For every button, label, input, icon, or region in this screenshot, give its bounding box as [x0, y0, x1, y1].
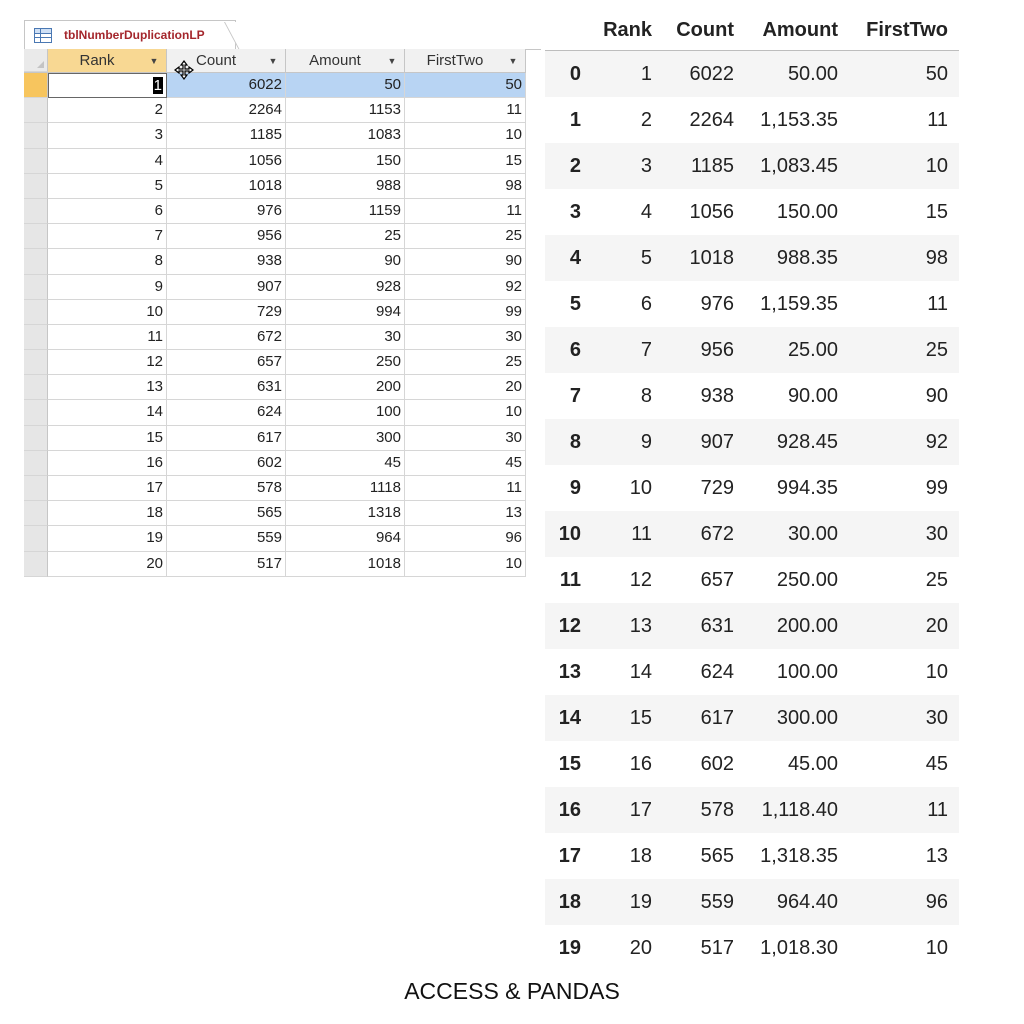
column-header-label: Amount	[309, 52, 361, 69]
cell: 517	[700, 936, 734, 959]
cell[interactable]: 50	[286, 73, 405, 98]
cell[interactable]: 1185	[167, 123, 286, 148]
cell: 96	[925, 890, 948, 913]
dropdown-arrow-icon[interactable]: ▼	[149, 55, 159, 66]
move-cursor-icon	[174, 60, 194, 80]
row-index: 1	[569, 108, 581, 131]
row-index: 19	[558, 936, 581, 959]
cell[interactable]: 10	[405, 123, 526, 148]
cell: 10	[629, 476, 652, 499]
cell: 1056	[689, 200, 734, 223]
cell[interactable]: 928	[286, 275, 405, 300]
cell-value: 1	[153, 77, 162, 94]
cell: 2264	[689, 108, 734, 131]
record-selector[interactable]	[24, 98, 48, 123]
cell[interactable]: 938	[167, 249, 286, 274]
cell: 15	[925, 200, 948, 223]
record-selector[interactable]	[24, 199, 48, 224]
table-row[interactable]	[24, 199, 526, 224]
cell[interactable]: 50	[405, 73, 526, 98]
cell: 1,083.45	[760, 154, 838, 177]
table-row[interactable]	[24, 275, 526, 300]
cell[interactable]: 994	[286, 300, 405, 325]
cell: 25	[925, 568, 948, 591]
table-row	[545, 833, 959, 879]
cell[interactable]: 559	[167, 526, 286, 551]
cell: 559	[700, 890, 734, 913]
row-index: 0	[569, 62, 581, 85]
table-row[interactable]	[24, 400, 526, 425]
cell[interactable]: 1159	[286, 199, 405, 224]
table-row	[545, 373, 959, 419]
cell: 300.00	[776, 706, 838, 729]
table-row	[545, 97, 959, 143]
column-header-count: Count	[676, 18, 734, 41]
cell: 200.00	[776, 614, 838, 637]
cell: 30	[925, 522, 948, 545]
table-row[interactable]	[24, 526, 526, 551]
record-selector[interactable]	[24, 350, 48, 375]
cell: 1,118.40	[761, 798, 838, 821]
table-row[interactable]	[24, 123, 526, 148]
cell: 13	[925, 844, 948, 867]
cell: 250.00	[776, 568, 838, 591]
cell: 1018	[689, 246, 734, 269]
cell[interactable]: 907	[167, 275, 286, 300]
dataframe-header-row	[545, 10, 959, 51]
cell[interactable]: 631	[167, 375, 286, 400]
row-index: 11	[559, 568, 581, 591]
cell[interactable]: 13	[405, 501, 526, 526]
cell: 90	[925, 384, 948, 407]
cell: 5	[640, 246, 652, 269]
cell[interactable]: 19	[48, 526, 167, 551]
cell[interactable]: 1318	[286, 501, 405, 526]
record-selector[interactable]	[24, 451, 48, 476]
column-header-amount: Amount	[762, 18, 838, 41]
cell[interactable]: 90	[405, 249, 526, 274]
cell[interactable]: 11	[405, 98, 526, 123]
cell: 10	[925, 936, 948, 959]
cell[interactable]: 16	[48, 451, 167, 476]
cell[interactable]: 2264	[167, 98, 286, 123]
cell[interactable]: 13	[48, 375, 167, 400]
cell: 50	[925, 62, 948, 85]
row-index: 12	[558, 614, 581, 637]
row-index: 15	[558, 752, 581, 775]
cell[interactable]: 25	[405, 224, 526, 249]
cell: 12	[629, 568, 652, 591]
cell[interactable]: 30	[405, 426, 526, 451]
access-header-row	[24, 49, 526, 73]
cell[interactable]: 15	[48, 426, 167, 451]
row-index: 2	[569, 154, 581, 177]
column-header-firsttwo[interactable]	[405, 49, 526, 72]
cell[interactable]: 30	[286, 325, 405, 350]
cell[interactable]: 565	[167, 501, 286, 526]
cell: 10	[925, 154, 948, 177]
cell[interactable]: 1118	[286, 476, 405, 501]
row-index: 16	[558, 798, 581, 821]
cell[interactable]: 300	[286, 426, 405, 451]
row-index: 17	[558, 844, 581, 867]
table-row	[545, 787, 959, 833]
cell: 25	[925, 338, 948, 361]
cell: 90.00	[787, 384, 838, 407]
cell: 1,159.35	[760, 292, 838, 315]
table-tab[interactable]	[24, 20, 236, 49]
table-row[interactable]	[24, 501, 526, 526]
cell: 907	[700, 430, 734, 453]
cell: 6	[640, 292, 652, 315]
cell: 617	[700, 706, 734, 729]
column-header-label: Rank	[79, 52, 115, 69]
cell: 1,018.30	[760, 936, 838, 959]
cell[interactable]: 1083	[286, 123, 405, 148]
table-row[interactable]	[24, 174, 526, 199]
cell[interactable]: 578	[167, 476, 286, 501]
cell: 18	[629, 844, 652, 867]
cell: 100.00	[776, 660, 838, 683]
table-row	[545, 925, 959, 971]
cell[interactable]: 1018	[167, 174, 286, 199]
cell: 19	[629, 890, 652, 913]
cell[interactable]: 956	[167, 224, 286, 249]
cell[interactable]: 8	[48, 249, 167, 274]
record-selector[interactable]	[24, 552, 48, 577]
cell[interactable]: 988	[286, 174, 405, 199]
record-selector[interactable]	[24, 501, 48, 526]
cell: 8	[640, 384, 652, 407]
cell[interactable]: 9	[48, 275, 167, 300]
record-selector[interactable]	[24, 476, 48, 501]
cell[interactable]: 18	[48, 501, 167, 526]
record-selector[interactable]	[24, 224, 48, 249]
table-row[interactable]	[24, 476, 526, 501]
cell: 30.00	[787, 522, 838, 545]
column-header-rank[interactable]	[48, 49, 167, 72]
table-row[interactable]	[24, 426, 526, 451]
row-index: 18	[558, 890, 581, 913]
cell[interactable]: 100	[286, 400, 405, 425]
record-selector[interactable]	[24, 426, 48, 451]
cell: 2	[640, 108, 652, 131]
table-row	[545, 419, 959, 465]
cell: 657	[700, 568, 734, 591]
row-index: 13	[558, 660, 581, 683]
table-row[interactable]	[24, 375, 526, 400]
table-row[interactable]	[24, 451, 526, 476]
cell: 3	[640, 154, 652, 177]
record-selector[interactable]	[24, 300, 48, 325]
cell: 578	[700, 798, 734, 821]
cell[interactable]: 25	[405, 350, 526, 375]
cell: 938	[700, 384, 734, 407]
cell: 729	[700, 476, 734, 499]
table-icon	[34, 28, 52, 43]
table-row[interactable]	[24, 552, 526, 577]
cell: 565	[700, 844, 734, 867]
table-row[interactable]	[24, 98, 526, 123]
pandas-dataframe	[545, 10, 959, 971]
cell[interactable]: 30	[405, 325, 526, 350]
table-row	[545, 281, 959, 327]
column-header-label: FirstTwo	[426, 52, 484, 69]
dataframe-body	[545, 51, 959, 971]
cell: 25.00	[787, 338, 838, 361]
cell: 1,318.35	[760, 844, 838, 867]
record-selector[interactable]	[24, 275, 48, 300]
cell[interactable]: 2	[48, 98, 167, 123]
cell[interactable]: 10	[405, 552, 526, 577]
table-row	[545, 603, 959, 649]
cell[interactable]: 517	[167, 552, 286, 577]
record-selector[interactable]	[24, 400, 48, 425]
row-index: 5	[569, 292, 581, 315]
record-selector[interactable]	[24, 149, 48, 174]
cell[interactable]: 1056	[167, 149, 286, 174]
cell: 20	[925, 614, 948, 637]
dropdown-arrow-icon[interactable]: ▼	[508, 55, 518, 66]
row-index: 8	[569, 430, 581, 453]
column-header-label: Count	[195, 52, 237, 69]
cell[interactable]: 12	[48, 350, 167, 375]
cell[interactable]: 4	[48, 149, 167, 174]
table-row	[545, 741, 959, 787]
record-selector[interactable]	[24, 526, 48, 551]
cell: 1	[640, 62, 652, 85]
row-index: 10	[558, 522, 581, 545]
cell[interactable]: 6022	[167, 73, 286, 98]
cell[interactable]: 10	[48, 300, 167, 325]
column-header-amount[interactable]	[286, 49, 405, 72]
cell[interactable]: 11	[405, 476, 526, 501]
cell[interactable]: 10	[405, 400, 526, 425]
cell[interactable]: 150	[286, 149, 405, 174]
cell: 15	[629, 706, 652, 729]
cell: 4	[640, 200, 652, 223]
cell[interactable]: 1018	[286, 552, 405, 577]
cell: 7	[640, 338, 652, 361]
access-tab-bar	[24, 20, 541, 50]
cell[interactable]: 45	[405, 451, 526, 476]
cell[interactable]: 92	[405, 275, 526, 300]
record-selector[interactable]	[24, 325, 48, 350]
cell: 30	[925, 706, 948, 729]
cell[interactable]: 14	[48, 400, 167, 425]
cell: 1185	[690, 154, 734, 177]
cell[interactable]: 99	[405, 300, 526, 325]
cell: 17	[629, 798, 652, 821]
cell: 16	[629, 752, 652, 775]
cell[interactable]: 20	[405, 375, 526, 400]
table-row	[545, 143, 959, 189]
cell[interactable]: 617	[167, 426, 286, 451]
cell[interactable]: 672	[167, 325, 286, 350]
cell: 6022	[689, 62, 734, 85]
cell[interactable]: 5	[48, 174, 167, 199]
table-row[interactable]	[24, 350, 526, 375]
cell[interactable]: 729	[167, 300, 286, 325]
table-row	[545, 51, 959, 97]
caption: ACCESS & PANDAS	[404, 978, 620, 1004]
cell: 624	[700, 660, 734, 683]
cell: 1,153.35	[760, 108, 838, 131]
cell[interactable]: 6	[48, 199, 167, 224]
cell[interactable]: 96	[405, 526, 526, 551]
dropdown-arrow-icon[interactable]: ▼	[387, 55, 397, 66]
cell: 988.35	[776, 246, 838, 269]
cell: 994.35	[776, 476, 838, 499]
cell[interactable]: 624	[167, 400, 286, 425]
column-header-firsttwo: FirstTwo	[866, 18, 948, 41]
cell: 45.00	[787, 752, 838, 775]
cell[interactable]: 98	[405, 174, 526, 199]
cell: 99	[925, 476, 948, 499]
cell[interactable]: 25	[286, 224, 405, 249]
cell: 11	[927, 108, 948, 131]
table-row	[545, 879, 959, 925]
cell[interactable]: 200	[286, 375, 405, 400]
cell: 11	[927, 798, 948, 821]
cell: 10	[925, 660, 948, 683]
cell: 13	[629, 614, 652, 637]
table-row[interactable]	[24, 224, 526, 249]
table-row[interactable]	[24, 149, 526, 174]
cell: 11	[631, 522, 652, 545]
table-row	[545, 511, 959, 557]
cell: 50.00	[787, 62, 838, 85]
access-datasheet	[24, 20, 541, 582]
cell: 9	[640, 430, 652, 453]
column-header-rank: Rank	[603, 18, 652, 41]
cell: 45	[925, 752, 948, 775]
cell: 11	[927, 292, 948, 315]
cell: 20	[629, 936, 652, 959]
table-row	[545, 465, 959, 511]
row-index: 14	[558, 706, 581, 729]
record-selector[interactable]	[24, 375, 48, 400]
table-row[interactable]	[24, 325, 526, 350]
table-row	[545, 557, 959, 603]
cell[interactable]: 11	[405, 199, 526, 224]
cell: 150.00	[776, 200, 838, 223]
dropdown-arrow-icon[interactable]: ▼	[268, 55, 278, 66]
cell[interactable]: 3	[48, 123, 167, 148]
row-index: 9	[569, 476, 581, 499]
cell[interactable]: 1153	[286, 98, 405, 123]
table-row	[545, 695, 959, 741]
record-selector[interactable]	[24, 123, 48, 148]
record-selector[interactable]	[24, 174, 48, 199]
row-index: 4	[569, 246, 581, 269]
cell: 14	[629, 660, 652, 683]
cell: 976	[700, 292, 734, 315]
cell: 964.40	[776, 890, 838, 913]
cell[interactable]: 964	[286, 526, 405, 551]
access-body	[24, 73, 526, 577]
cell[interactable]: 7	[48, 224, 167, 249]
select-all-corner[interactable]	[24, 49, 48, 72]
table-row[interactable]	[24, 73, 526, 98]
cell: 631	[700, 614, 734, 637]
table-tab-title: tblNumberDuplicationLP	[64, 28, 205, 42]
record-selector[interactable]	[24, 73, 48, 98]
cell[interactable]: 976	[167, 199, 286, 224]
cell: 92	[925, 430, 948, 453]
row-index: 7	[569, 384, 581, 407]
table-row[interactable]	[24, 249, 526, 274]
cell[interactable]: 250	[286, 350, 405, 375]
cell: 928.45	[776, 430, 838, 453]
cell: 602	[700, 752, 734, 775]
cell: 672	[700, 522, 734, 545]
cell[interactable]	[48, 73, 167, 98]
table-row	[545, 189, 959, 235]
table-row[interactable]	[24, 300, 526, 325]
record-selector[interactable]	[24, 249, 48, 274]
cell[interactable]: 11	[48, 325, 167, 350]
table-row	[545, 327, 959, 373]
cell: 98	[925, 246, 948, 269]
table-row	[545, 235, 959, 281]
cell[interactable]: 657	[167, 350, 286, 375]
row-index: 3	[569, 200, 581, 223]
cell[interactable]: 45	[286, 451, 405, 476]
access-grid	[24, 49, 526, 577]
cell[interactable]: 17	[48, 476, 167, 501]
cell[interactable]: 602	[167, 451, 286, 476]
row-index: 6	[569, 338, 581, 361]
cell[interactable]: 15	[405, 149, 526, 174]
cell[interactable]: 20	[48, 552, 167, 577]
table-row	[545, 649, 959, 695]
cell[interactable]: 90	[286, 249, 405, 274]
cell: 956	[700, 338, 734, 361]
